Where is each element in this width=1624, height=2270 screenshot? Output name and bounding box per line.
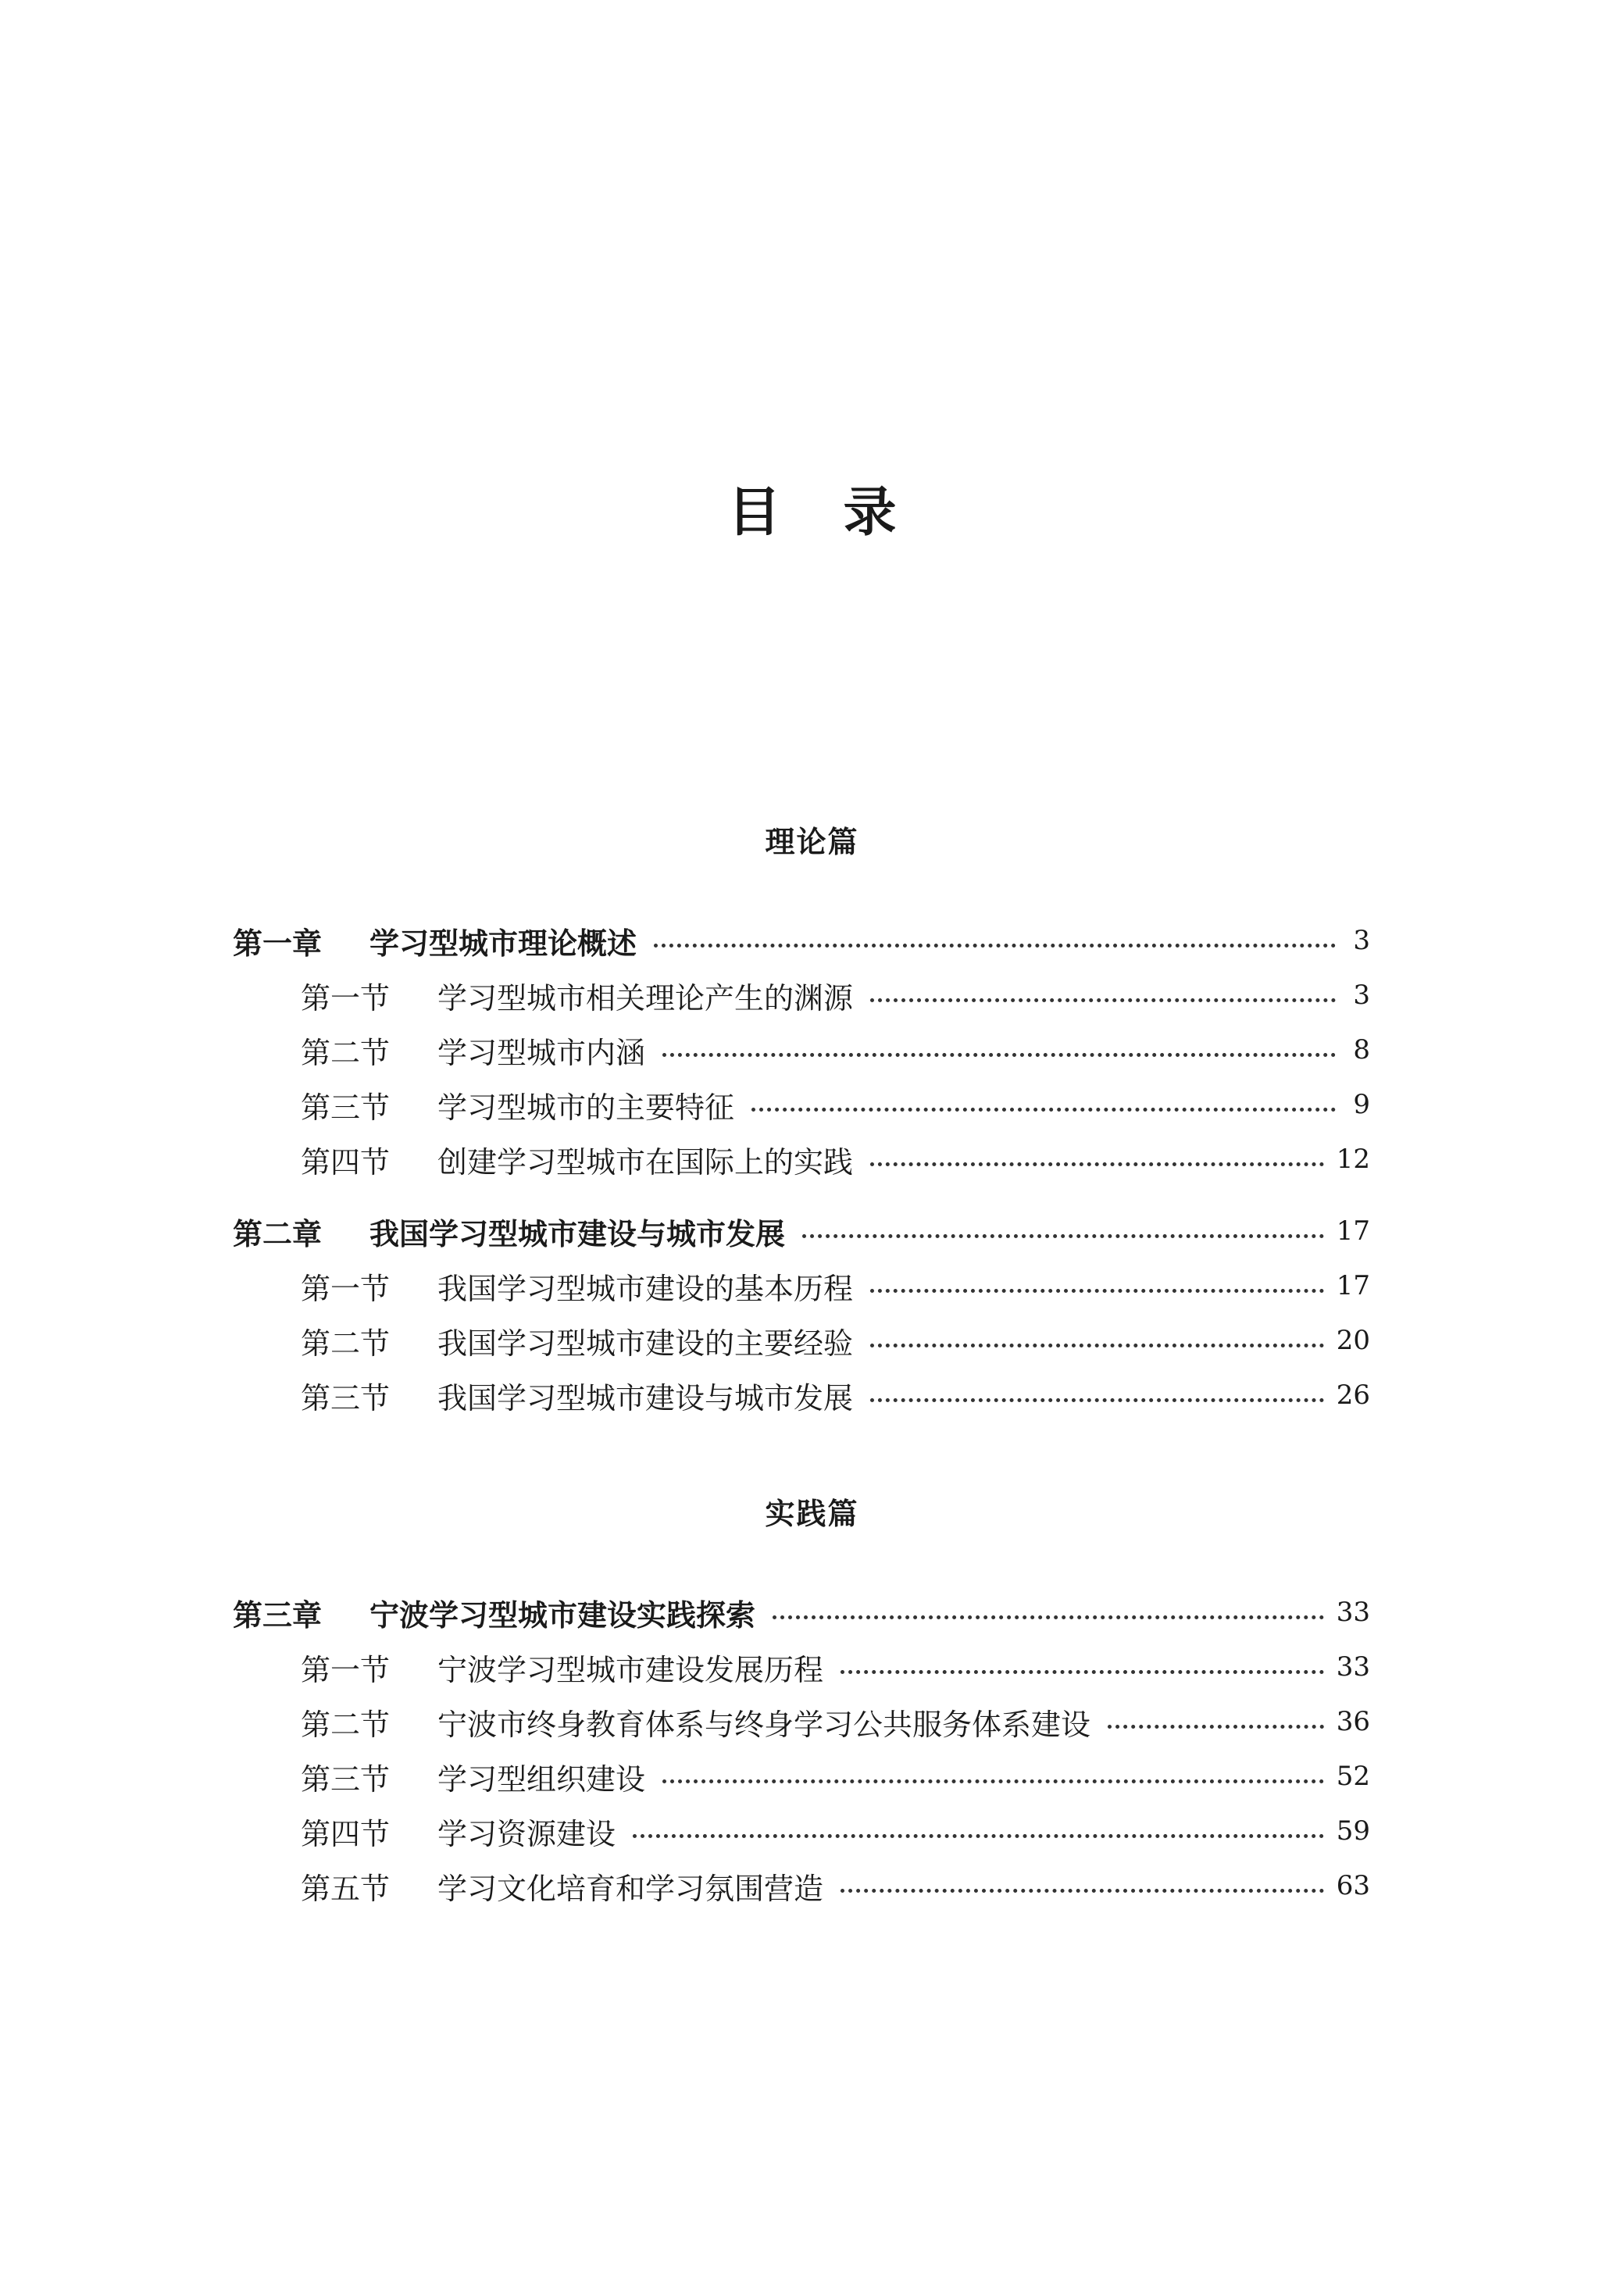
dot-leader <box>870 1398 1324 1402</box>
dot-leader <box>870 1289 1324 1293</box>
section-title: 学习文化培育和学习氛围营造 <box>437 1871 824 1906</box>
page-number: 17 <box>1336 1270 1370 1301</box>
dot-leader <box>841 1670 1324 1674</box>
toc-chapter-3[interactable] <box>233 1590 1370 1634</box>
page-number: 12 <box>1336 1144 1370 1175</box>
section-number: 第二节 <box>301 1326 391 1361</box>
section-title: 我国学习型城市建设的主要经验 <box>437 1326 854 1361</box>
section-number: 第二节 <box>301 1035 391 1070</box>
page-number: 3 <box>1353 925 1370 956</box>
section-title: 宁波市终身教育体系与终身学习公共服务体系建设 <box>437 1707 1091 1742</box>
section-number: 第三节 <box>301 1380 391 1415</box>
toc-section-3-3[interactable] <box>301 1754 1370 1798</box>
toc-section-2-1[interactable] <box>301 1264 1370 1308</box>
toc-chapter-2[interactable] <box>233 1209 1370 1253</box>
section-title: 学习型组织建设 <box>437 1761 646 1797</box>
chapter-title: 我国学习型城市建设与城市发展 <box>369 1216 786 1251</box>
section-number: 第一节 <box>301 1652 391 1687</box>
page-number: 9 <box>1353 1089 1370 1120</box>
page-number: 52 <box>1336 1761 1370 1792</box>
dot-leader <box>870 1344 1324 1347</box>
title-char-2: 录 <box>843 480 897 544</box>
dot-leader <box>870 1162 1324 1166</box>
section-number: 第一节 <box>301 1271 391 1306</box>
section-number: 第三节 <box>301 1090 391 1125</box>
toc-section-2-2[interactable] <box>301 1319 1370 1362</box>
section-title: 学习型城市内涵 <box>437 1035 646 1070</box>
toc-chapter-1[interactable] <box>233 919 1370 962</box>
page-number: 33 <box>1336 1651 1370 1683</box>
page-number: 3 <box>1353 980 1370 1011</box>
section-number: 第三节 <box>301 1761 391 1797</box>
dot-leader <box>870 998 1336 1002</box>
toc-section-1-3[interactable] <box>301 1083 1370 1126</box>
part-heading-theory: 理论篇 <box>765 824 859 859</box>
dot-leader <box>654 944 1336 948</box>
page-title <box>0 469 1624 547</box>
toc-section-3-1[interactable] <box>301 1645 1370 1689</box>
title-char-1: 目 <box>727 480 781 544</box>
section-title: 学习型城市相关理论产生的渊源 <box>437 980 854 1015</box>
page-number: 26 <box>1336 1379 1370 1411</box>
part-heading-practice: 实践篇 <box>765 1496 859 1531</box>
section-number: 第四节 <box>301 1816 391 1851</box>
section-title: 我国学习型城市建设与城市发展 <box>437 1380 854 1415</box>
section-title: 创建学习型城市在国际上的实践 <box>437 1144 854 1180</box>
chapter-number: 第一章 <box>233 926 323 961</box>
chapter-number: 第三章 <box>233 1597 323 1633</box>
toc-section-3-5[interactable] <box>301 1864 1370 1908</box>
section-number: 第五节 <box>301 1871 391 1906</box>
chapter-number: 第二章 <box>233 1216 323 1251</box>
section-number: 第一节 <box>301 980 391 1015</box>
dot-leader <box>773 1615 1324 1619</box>
page-number: 20 <box>1336 1325 1370 1356</box>
toc-section-3-4[interactable] <box>301 1809 1370 1853</box>
chapter-title: 学习型城市理论概述 <box>369 926 637 961</box>
page-number: 33 <box>1336 1597 1370 1628</box>
dot-leader <box>802 1234 1324 1238</box>
toc-section-1-2[interactable] <box>301 1028 1370 1072</box>
page-number: 17 <box>1336 1215 1370 1247</box>
chapter-title: 宁波学习型城市建设实践探索 <box>369 1597 756 1633</box>
page-number: 59 <box>1336 1815 1370 1847</box>
section-title: 宁波学习型城市建设发展历程 <box>437 1652 824 1687</box>
dot-leader <box>1108 1725 1324 1729</box>
page-number: 63 <box>1336 1870 1370 1901</box>
section-title: 学习资源建设 <box>437 1816 616 1851</box>
dot-leader <box>662 1779 1324 1783</box>
section-title: 学习型城市的主要特征 <box>437 1090 735 1125</box>
section-number: 第二节 <box>301 1707 391 1742</box>
page-number: 8 <box>1353 1034 1370 1065</box>
section-number: 第四节 <box>301 1144 391 1180</box>
page-number: 36 <box>1336 1706 1370 1737</box>
dot-leader <box>633 1834 1324 1838</box>
toc-section-1-4[interactable] <box>301 1137 1370 1181</box>
dot-leader <box>662 1053 1336 1057</box>
dot-leader <box>841 1889 1324 1893</box>
dot-leader <box>751 1108 1336 1112</box>
toc-section-3-2[interactable] <box>301 1700 1370 1744</box>
section-title: 我国学习型城市建设的基本历程 <box>437 1271 854 1306</box>
toc-section-2-3[interactable] <box>301 1373 1370 1417</box>
toc-section-1-1[interactable] <box>301 973 1370 1017</box>
